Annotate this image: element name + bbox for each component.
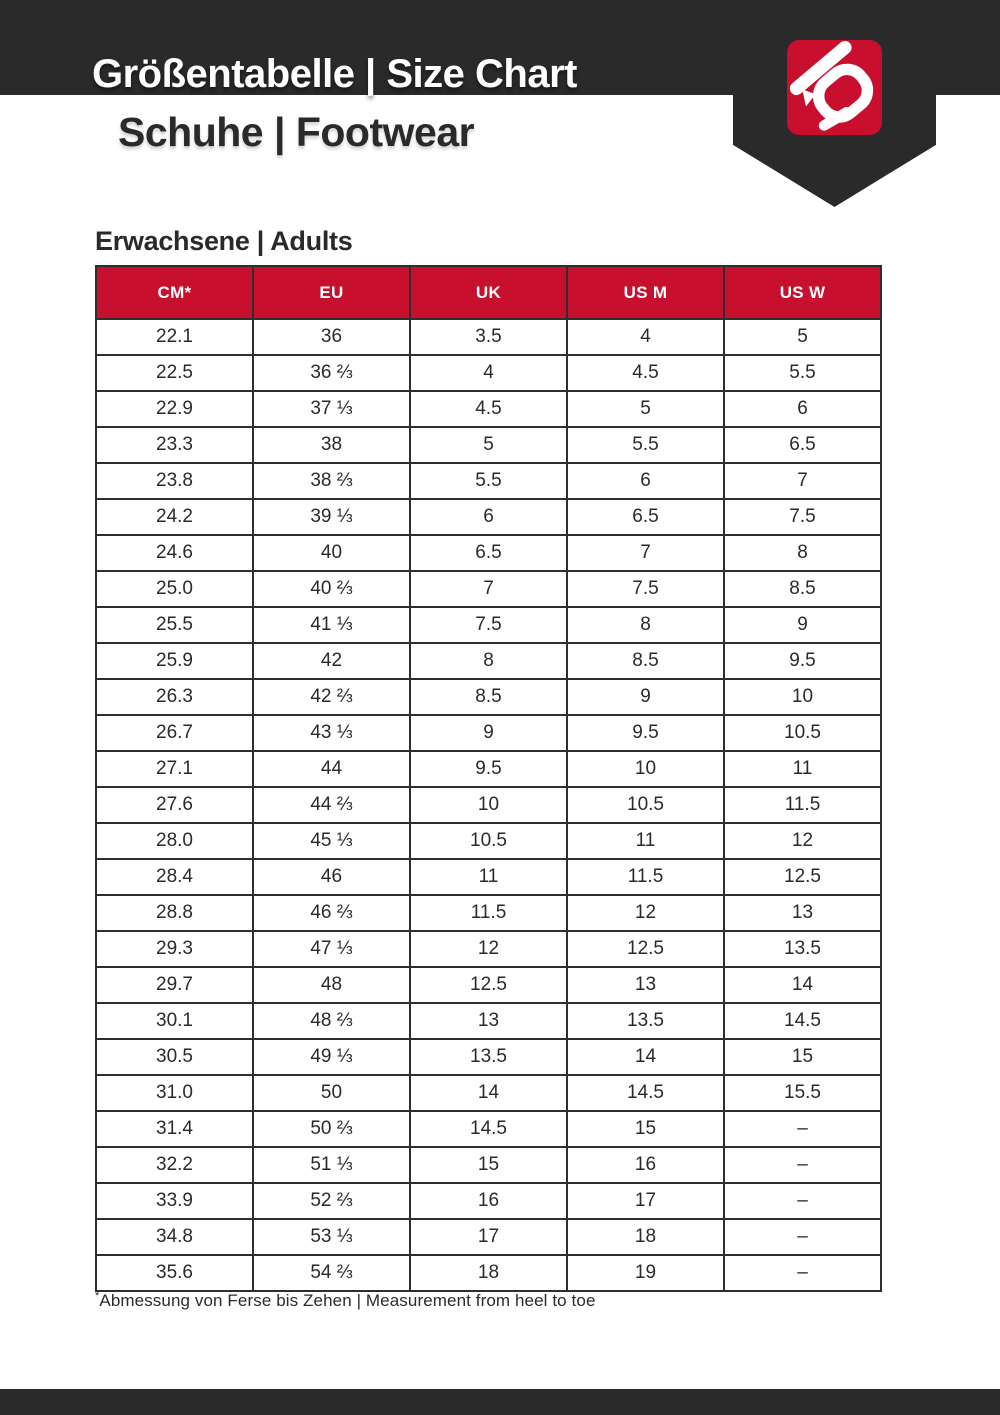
size-cell: 23.3 — [96, 427, 253, 463]
footnote — [95, 1291, 596, 1311]
size-cell: 46 ⅔ — [253, 895, 410, 931]
table-row — [96, 967, 881, 1003]
size-cell: 15 — [410, 1147, 567, 1183]
table-row — [96, 1219, 881, 1255]
size-cell: 48 — [253, 967, 410, 1003]
table-row — [96, 787, 881, 823]
size-cell: 7 — [724, 463, 881, 499]
size-cell: 31.0 — [96, 1075, 253, 1111]
size-cell: 6.5 — [410, 535, 567, 571]
size-cell: 8.5 — [410, 679, 567, 715]
page-title: Größentabelle | Size Chart — [92, 52, 577, 96]
size-cell: 8 — [567, 607, 724, 643]
size-cell: 15 — [724, 1039, 881, 1075]
column-header: CM* — [96, 266, 253, 319]
size-cell: 28.4 — [96, 859, 253, 895]
size-cell: 27.6 — [96, 787, 253, 823]
size-cell: 16 — [410, 1183, 567, 1219]
size-cell: 47 ⅓ — [253, 931, 410, 967]
size-cell: 7.5 — [724, 499, 881, 535]
size-cell: 15.5 — [724, 1075, 881, 1111]
size-cell: 9 — [410, 715, 567, 751]
size-cell: 35.6 — [96, 1255, 253, 1291]
size-cell: 41 ⅓ — [253, 607, 410, 643]
table-row — [96, 319, 881, 355]
size-cell: 43 ⅓ — [253, 715, 410, 751]
size-cell: 14 — [724, 967, 881, 1003]
size-cell: 7.5 — [567, 571, 724, 607]
size-cell: 38 — [253, 427, 410, 463]
five-ten-logo — [787, 40, 882, 135]
size-cell: 24.2 — [96, 499, 253, 535]
size-cell: 7 — [567, 535, 724, 571]
column-header: US M — [567, 266, 724, 319]
size-cell: 9.5 — [410, 751, 567, 787]
size-cell: 14 — [410, 1075, 567, 1111]
section-heading: Erwachsene | Adults — [95, 226, 353, 256]
size-cell: 46 — [253, 859, 410, 895]
size-cell: 42 ⅔ — [253, 679, 410, 715]
size-cell: 45 ⅓ — [253, 823, 410, 859]
size-cell: 17 — [567, 1183, 724, 1219]
table-row — [96, 715, 881, 751]
size-cell: 27.1 — [96, 751, 253, 787]
size-cell: 5.5 — [724, 355, 881, 391]
size-cell: 5 — [567, 391, 724, 427]
size-cell: 14.5 — [567, 1075, 724, 1111]
size-cell: 10 — [724, 679, 881, 715]
size-cell: 42 — [253, 643, 410, 679]
table-row — [96, 499, 881, 535]
size-cell: – — [724, 1219, 881, 1255]
size-cell: 8 — [410, 643, 567, 679]
size-cell: 28.0 — [96, 823, 253, 859]
size-cell: 33.9 — [96, 1183, 253, 1219]
size-cell: 11 — [567, 823, 724, 859]
size-cell: 25.5 — [96, 607, 253, 643]
column-header: US W — [724, 266, 881, 319]
size-cell: 51 ⅓ — [253, 1147, 410, 1183]
size-cell: 4 — [410, 355, 567, 391]
footnote-marker: * — [95, 1290, 100, 1302]
size-cell: 8 — [724, 535, 881, 571]
size-cell: 10 — [567, 751, 724, 787]
size-cell: 18 — [410, 1255, 567, 1291]
table-row — [96, 823, 881, 859]
size-cell: – — [724, 1147, 881, 1183]
size-cell: 40 ⅔ — [253, 571, 410, 607]
size-cell: 5.5 — [567, 427, 724, 463]
table-row — [96, 1183, 881, 1219]
table-row — [96, 355, 881, 391]
table-row — [96, 679, 881, 715]
size-cell: 12 — [724, 823, 881, 859]
table-row — [96, 643, 881, 679]
size-cell: 9 — [724, 607, 881, 643]
size-cell: 19 — [567, 1255, 724, 1291]
size-cell: 13 — [567, 967, 724, 1003]
size-cell: 23.8 — [96, 463, 253, 499]
size-cell: 25.0 — [96, 571, 253, 607]
table-row — [96, 1039, 881, 1075]
size-cell: 38 ⅔ — [253, 463, 410, 499]
size-cell: 18 — [567, 1219, 724, 1255]
size-cell: – — [724, 1255, 881, 1291]
size-cell: – — [724, 1183, 881, 1219]
table-row — [96, 427, 881, 463]
size-cell: 39 ⅓ — [253, 499, 410, 535]
size-cell: 40 — [253, 535, 410, 571]
size-cell: 48 ⅔ — [253, 1003, 410, 1039]
size-cell: 13 — [724, 895, 881, 931]
size-cell: 11.5 — [724, 787, 881, 823]
size-cell: 44 — [253, 751, 410, 787]
size-cell: 6 — [410, 499, 567, 535]
size-cell: 6.5 — [724, 427, 881, 463]
size-cell: 4.5 — [410, 391, 567, 427]
size-cell: 13.5 — [410, 1039, 567, 1075]
size-cell: 6 — [567, 463, 724, 499]
size-cell: 7.5 — [410, 607, 567, 643]
size-cell: 29.3 — [96, 931, 253, 967]
size-cell: 3.5 — [410, 319, 567, 355]
size-cell: 11.5 — [567, 859, 724, 895]
size-cell: 22.5 — [96, 355, 253, 391]
size-cell: 15 — [567, 1111, 724, 1147]
brand-banner — [733, 0, 936, 207]
size-cell: 14 — [567, 1039, 724, 1075]
size-cell: 54 ⅔ — [253, 1255, 410, 1291]
column-header: UK — [410, 266, 567, 319]
table-row — [96, 535, 881, 571]
size-cell: 16 — [567, 1147, 724, 1183]
size-cell: 5 — [724, 319, 881, 355]
size-cell: 10 — [410, 787, 567, 823]
size-cell: 14.5 — [410, 1111, 567, 1147]
size-cell: 32.2 — [96, 1147, 253, 1183]
size-cell: 14.5 — [724, 1003, 881, 1039]
size-cell: 12.5 — [567, 931, 724, 967]
size-cell: 8.5 — [567, 643, 724, 679]
size-cell: 5 — [410, 427, 567, 463]
size-cell: 13 — [410, 1003, 567, 1039]
size-cell: 4 — [567, 319, 724, 355]
size-cell: 29.7 — [96, 967, 253, 1003]
column-header: EU — [253, 266, 410, 319]
size-cell: 50 ⅔ — [253, 1111, 410, 1147]
table-row — [96, 1147, 881, 1183]
size-cell: 26.7 — [96, 715, 253, 751]
size-cell: 6 — [724, 391, 881, 427]
table-row — [96, 1075, 881, 1111]
size-cell: 6.5 — [567, 499, 724, 535]
size-cell: 31.4 — [96, 1111, 253, 1147]
table-row — [96, 391, 881, 427]
table-row — [96, 895, 881, 931]
size-cell: 8.5 — [724, 571, 881, 607]
size-cell: 7 — [410, 571, 567, 607]
size-cell: 10.5 — [567, 787, 724, 823]
size-cell: 30.1 — [96, 1003, 253, 1039]
size-cell: 12 — [410, 931, 567, 967]
size-cell: 12.5 — [410, 967, 567, 1003]
footnote-text: Abmessung von Ferse bis Zehen | Measurement from heel to toe — [99, 1291, 596, 1310]
size-cell: 37 ⅓ — [253, 391, 410, 427]
size-cell: 13.5 — [724, 931, 881, 967]
size-cell: 36 — [253, 319, 410, 355]
table-row — [96, 463, 881, 499]
size-cell: 11 — [410, 859, 567, 895]
table-row — [96, 1003, 881, 1039]
size-table-header — [96, 266, 881, 319]
size-cell: 25.9 — [96, 643, 253, 679]
size-cell: 5.5 — [410, 463, 567, 499]
size-cell: 30.5 — [96, 1039, 253, 1075]
table-row — [96, 1255, 881, 1291]
size-cell: 52 ⅔ — [253, 1183, 410, 1219]
table-row — [96, 751, 881, 787]
table-row — [96, 571, 881, 607]
size-cell: – — [724, 1111, 881, 1147]
size-cell: 9.5 — [567, 715, 724, 751]
size-cell: 36 ⅔ — [253, 355, 410, 391]
size-cell: 9 — [567, 679, 724, 715]
size-cell: 34.8 — [96, 1219, 253, 1255]
size-cell: 53 ⅓ — [253, 1219, 410, 1255]
size-cell: 11.5 — [410, 895, 567, 931]
size-cell: 10.5 — [410, 823, 567, 859]
size-table-body — [96, 319, 881, 1291]
size-cell: 49 ⅓ — [253, 1039, 410, 1075]
size-cell: 26.3 — [96, 679, 253, 715]
size-cell: 22.1 — [96, 319, 253, 355]
table-row — [96, 607, 881, 643]
size-cell: 9.5 — [724, 643, 881, 679]
size-cell: 28.8 — [96, 895, 253, 931]
table-row — [96, 931, 881, 967]
size-cell: 12 — [567, 895, 724, 931]
footer-bar — [0, 1389, 1000, 1415]
size-cell: 24.6 — [96, 535, 253, 571]
size-table — [95, 265, 882, 1292]
size-cell: 22.9 — [96, 391, 253, 427]
table-row — [96, 1111, 881, 1147]
size-cell: 17 — [410, 1219, 567, 1255]
size-cell: 12.5 — [724, 859, 881, 895]
size-cell: 50 — [253, 1075, 410, 1111]
page-subtitle: Schuhe | Footwear — [118, 109, 475, 155]
size-cell: 44 ⅔ — [253, 787, 410, 823]
size-cell: 13.5 — [567, 1003, 724, 1039]
header-row — [96, 266, 881, 319]
size-cell: 11 — [724, 751, 881, 787]
table-row — [96, 859, 881, 895]
size-cell: 4.5 — [567, 355, 724, 391]
size-cell: 10.5 — [724, 715, 881, 751]
